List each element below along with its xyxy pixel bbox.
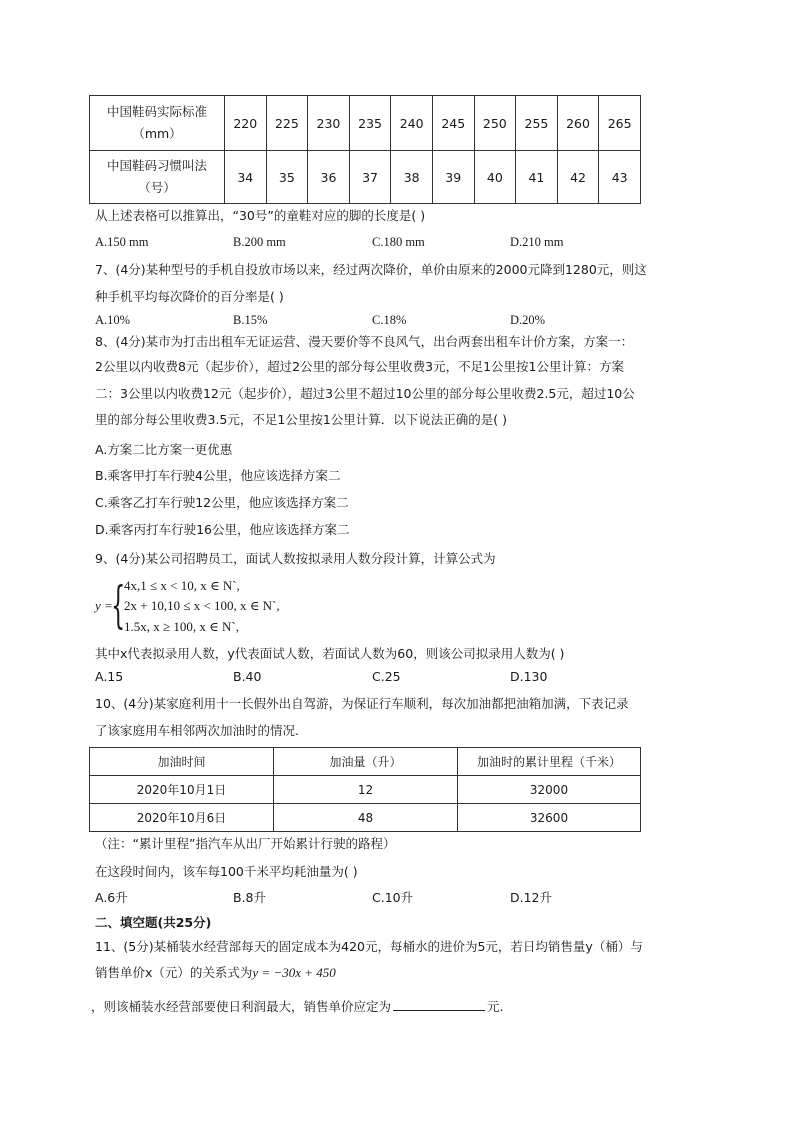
table-row (90, 151, 641, 204)
table-cell: 37 (349, 151, 391, 204)
q8-option-d[interactable]: D.乘客丙打车行驶16公里，他应该选择方案二 (95, 522, 350, 537)
question-8-line: 8、(4分)某市为打击出租车无证运营、漫天要价等不良风气，出台两套出租车计价方案，方案一： (95, 334, 634, 349)
question-9-line: 其中x代表拟录用人数，y代表面试人数，若面试人数为60，则该公司拟录用人数为( ) (95, 646, 565, 661)
table-cell: 40 (474, 151, 516, 204)
q9-option-d[interactable]: D.130 (510, 669, 548, 684)
table-cell: 260 (557, 96, 599, 151)
q6-option-a[interactable]: A.150 mm (95, 235, 149, 249)
row-header-line: 中国鞋码习惯叫法 (106, 158, 207, 173)
question-8-line: 2公里以内收费8元（起步价），超过2公里的部分每公里收费3元，不足1公里按1公里计算：方案 (95, 359, 624, 374)
table-cell: 43 (599, 151, 641, 204)
table-cell: 265 (599, 96, 641, 151)
q7-option-b[interactable]: B.15% (233, 313, 268, 327)
shoe-size-table (89, 95, 641, 204)
q8-option-a[interactable]: A.方案二比方案一更优惠 (95, 442, 233, 457)
question-10-line: 了该家庭用车相邻两次加油时的情况. (95, 723, 299, 738)
formula-case: 1.5x, x ≥ 100, x ∈ N`, (124, 619, 239, 634)
q7-option-a[interactable]: A.10% (95, 313, 131, 327)
section-title: 二、填空题(共25分) (95, 915, 212, 930)
q6-option-c[interactable]: C.180 mm (372, 235, 425, 249)
question-11-text: ，则该桶装水经营部要使日利润最大，销售单价应定为 (91, 999, 392, 1014)
question-9-line: 9、(4分)某公司招聘员工，面试人数按拟录用人数分段计算，计算公式为 (95, 551, 496, 566)
table-cell: 235 (349, 96, 391, 151)
refuel-table (89, 747, 641, 832)
formula-case: 4x,1 ≤ x < 10, x ∈ N`, (124, 578, 240, 593)
q7-option-d[interactable]: D.20% (510, 313, 546, 327)
table-header-row (90, 748, 641, 776)
question-11-line (95, 963, 336, 981)
question-11-text: 销售单价x（元）的关系式为 (95, 965, 253, 980)
table-cell: 255 (516, 96, 558, 151)
q10-option-c[interactable]: C.10升 (372, 890, 414, 905)
q8-option-c[interactable]: C.乘客乙打车行驶12公里，他应该选择方案二 (95, 495, 349, 510)
q10-option-b[interactable]: B.8升 (233, 890, 267, 905)
table-cell: 42 (557, 151, 599, 204)
row-header-line: 中国鞋码实际标准 (106, 104, 207, 119)
column-header: 加油量（升） (274, 748, 458, 776)
column-header: 加油时的累计里程（千米） (458, 748, 641, 776)
answer-blank[interactable] (393, 998, 485, 1011)
q8-option-b[interactable]: B.乘客甲打车行驶4公里，他应该选择方案二 (95, 468, 341, 483)
table-cell: 2020年10月1日 (90, 776, 274, 804)
table-cell: 220 (224, 96, 266, 151)
row-header (90, 151, 225, 204)
row-header-line: （mm） (132, 126, 182, 141)
question-7-line: 种手机平均每次降价的百分率是( ) (95, 289, 284, 304)
question-7-line: 7、(4分)某种型号的手机自投放市场以来，经过两次降价，单价由原来的2000元降到1280元，则这 (95, 262, 647, 277)
table-cell: 250 (474, 96, 516, 151)
row-header-line: （号） (138, 180, 176, 195)
question-8-line: 里的部分每公里收费3.5元，不足1公里按1公里计算．以下说法正确的是( ) (95, 412, 508, 427)
table-cell: 48 (274, 804, 458, 832)
question-10-stem: 在这段时间内，该车每100千米平均耗油量为( ) (95, 864, 358, 879)
row-header (90, 96, 225, 151)
table-cell: 41 (516, 151, 558, 204)
table-cell: 245 (432, 96, 474, 151)
table-cell: 240 (391, 96, 433, 151)
question-11-line: 11、(5分)某桶装水经营部每天的固定成本为420元，每桶水的进价为5元，若日均销售量y（桶）与 (95, 939, 643, 954)
q9-option-b[interactable]: B.40 (233, 669, 262, 684)
table-cell: 38 (391, 151, 433, 204)
table-row (90, 776, 641, 804)
table-note: （注：“累计里程”指汽车从出厂开始累计行驶的路程） (95, 836, 396, 851)
question-11-line (91, 997, 504, 1015)
q6-option-b[interactable]: B.200 mm (233, 235, 286, 249)
formula-case: 2x + 10,10 ≤ x < 100, x ∈ N`, (124, 598, 280, 613)
q9-option-c[interactable]: C.25 (372, 669, 401, 684)
table-row (90, 804, 641, 832)
column-header: 加油时间 (90, 748, 274, 776)
q9-option-a[interactable]: A.15 (95, 669, 124, 684)
table-cell: 12 (274, 776, 458, 804)
question-6-stem: 从上述表格可以推算出，“30号”的童鞋对应的脚的长度是( ) (95, 208, 426, 223)
table-row (90, 96, 641, 151)
q7-option-c[interactable]: C.18% (372, 313, 407, 327)
table-cell: 32000 (458, 776, 641, 804)
q6-option-d[interactable]: D.210 mm (510, 235, 564, 249)
table-cell: 36 (308, 151, 350, 204)
question-11-text: 元. (487, 999, 504, 1014)
table-cell: 39 (432, 151, 474, 204)
q10-option-a[interactable]: A.6升 (95, 890, 128, 905)
table-cell: 35 (266, 151, 308, 204)
table-cell: 230 (308, 96, 350, 151)
formula-lhs: y = (95, 598, 113, 613)
linear-formula: y = −30x + 450 (252, 965, 336, 980)
table-cell: 32600 (458, 804, 641, 832)
piecewise-formula (95, 575, 395, 639)
table-cell: 225 (266, 96, 308, 151)
table-cell: 2020年10月6日 (90, 804, 274, 832)
brace-icon: { (111, 576, 126, 634)
question-8-line: 二：3公里以内收费12元（起步价），超过3公里不超过10公里的部分每公里收费2.5元，超过10公 (95, 386, 635, 401)
question-10-line: 10、(4分)某家庭利用十一长假外出自驾游，为保证行车顺利，每次加油都把油箱加满，下表记录 (95, 696, 629, 711)
q10-option-d[interactable]: D.12升 (510, 890, 553, 905)
table-cell: 34 (224, 151, 266, 204)
